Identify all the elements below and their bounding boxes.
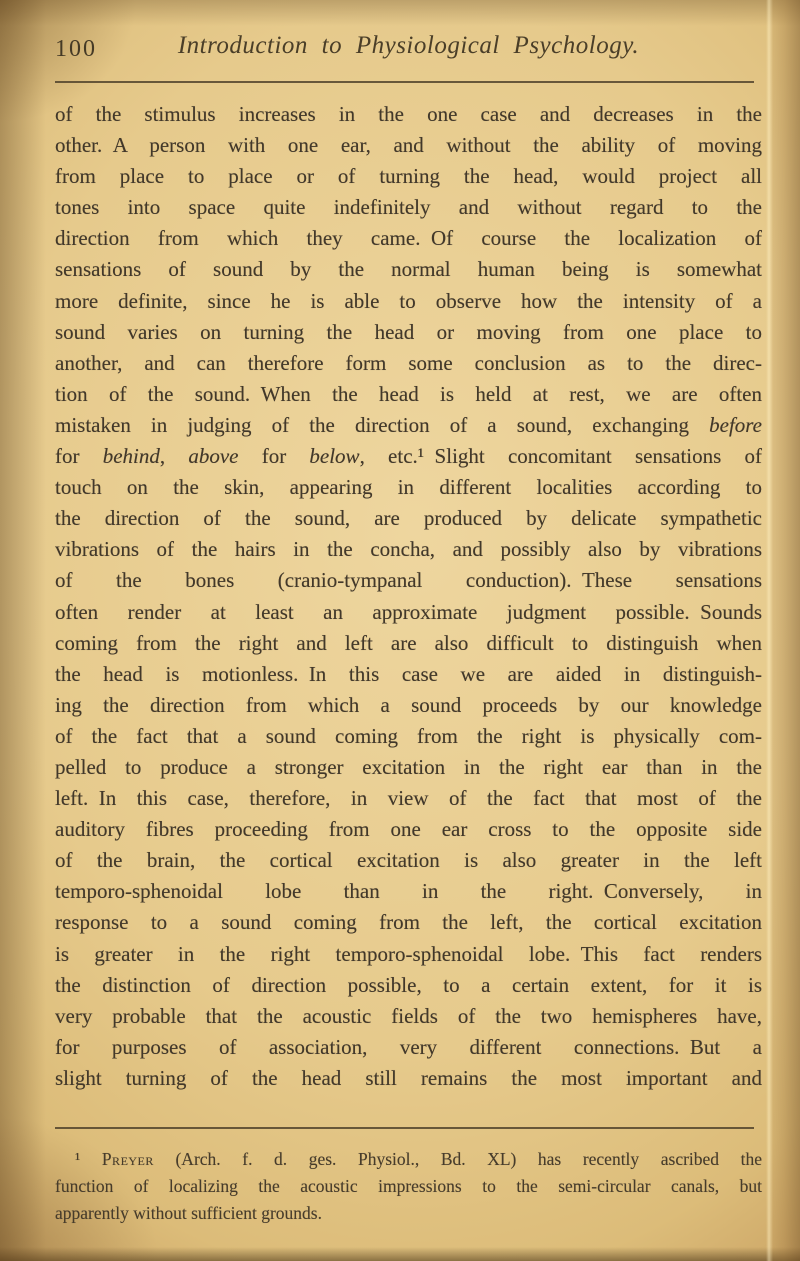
text-line: mistaken in judging of the direction of a sound, exchanging before — [55, 412, 762, 437]
text-line: other. A person with one ear, and without the ability of moving — [55, 133, 762, 158]
text-line: ing the direction from which a sound proceeds by our knowledge — [55, 692, 762, 717]
footnote-separator-rule — [55, 1127, 754, 1129]
text-line: very probable that the acoustic fields of the two hemispheres have, — [55, 1003, 762, 1028]
body-text — [55, 99, 762, 1094]
text-line: left. In this case, therefore, in view of the fact that most of the — [55, 786, 762, 811]
text-line: slight turning of the head still remains the most important and — [55, 1065, 762, 1090]
text-line: pelled to produce a stronger excitation in the right ear than in the — [55, 754, 762, 779]
text-line: touch on the skin, appearing in different localities according to — [55, 475, 762, 500]
text-line: temporo-sphenoidal lobe than in the right. Conversely, in — [55, 879, 762, 904]
page-right-edge — [766, 0, 800, 1261]
text-line: for purposes of association, very different connections. But a — [55, 1034, 762, 1059]
text-line: often render at least an approximate judgment possible. Sounds — [55, 599, 762, 624]
text-line: ¹ Preyer (Arch. f. d. ges. Physiol., Bd. XL) has recently ascribed the — [75, 1149, 762, 1169]
running-header-title: Introduction to Physiological Psychology. — [177, 32, 640, 59]
footnote — [55, 1146, 762, 1227]
page-number: 100 — [55, 36, 97, 62]
text-line: the direction of the sound, are produced by delicate sympathetic — [55, 506, 762, 531]
text-line: response to a sound coming from the left, the cortical excitation — [55, 910, 762, 935]
header-rule — [55, 81, 754, 83]
text-line: function of localizing the acoustic impressions to the semi-circular canals, but — [55, 1176, 762, 1196]
text-line: the head is motionless. In this case we are aided in distinguish- — [55, 661, 762, 686]
text-line: vibrations of the hairs in the concha, and possibly also by vibrations — [55, 537, 762, 562]
text-line: from place to place or of turning the head, would project all — [55, 164, 762, 189]
text-line: apparently without sufficient grounds. — [55, 1203, 322, 1223]
text-line: of the bones (cranio-tympanal conduction). These sensations — [55, 568, 762, 593]
text-line: is greater in the right temporo-sphenoidal lobe. This fact renders — [55, 941, 762, 966]
text-line: sound varies on turning the head or moving from one place to — [55, 319, 762, 344]
text-line: direction from which they came. Of course the localization of — [55, 226, 762, 251]
text-line: tion of the sound. When the head is held at rest, we are often — [55, 381, 762, 406]
text-line: auditory fibres proceeding from one ear cross to the opposite side — [55, 817, 762, 842]
text-line: the distinction of direction possible, to a certain extent, for it is — [55, 972, 762, 997]
text-line: another, and can therefore form some conclusion as to the direc- — [55, 350, 762, 375]
text-line: more definite, since he is able to observe how the intensity of a — [55, 288, 762, 313]
text-line: for behind, above for below, etc.¹ Slight concomitant sensations of — [55, 444, 762, 469]
text-line: of the fact that a sound coming from the right is physically com- — [55, 723, 762, 748]
text-line: tones into space quite indefinitely and without regard to the — [55, 195, 762, 220]
text-line: of the stimulus increases in the one case and decreases in the — [55, 102, 762, 126]
text-line: of the brain, the cortical excitation is also greater in the left — [55, 848, 762, 873]
text-line: sensations of sound by the normal human being is somewhat — [55, 257, 762, 282]
text-line: coming from the right and left are also difficult to distinguish when — [55, 630, 762, 655]
